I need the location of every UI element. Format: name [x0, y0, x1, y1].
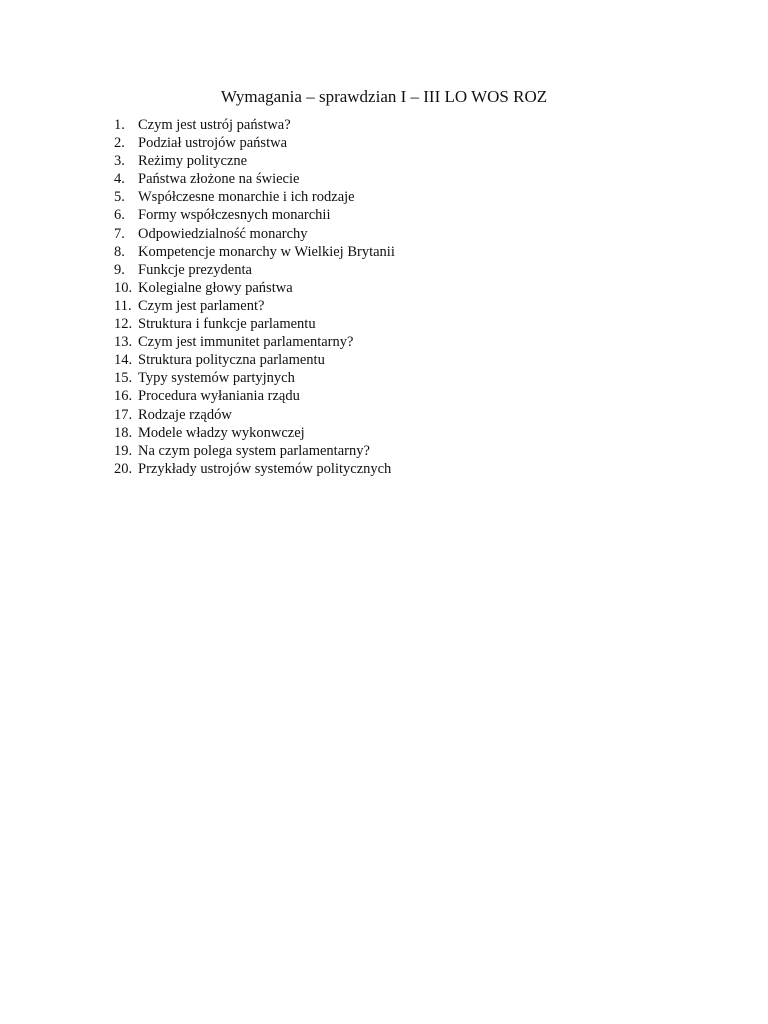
list-item — [114, 116, 395, 134]
list-item-number: 12. — [114, 316, 133, 333]
list-item-text: Struktura polityczna parlamentu — [138, 352, 325, 369]
list-item — [114, 188, 395, 206]
list-item — [114, 225, 395, 243]
list-item-number: 4. — [114, 171, 125, 188]
list-item-number: 1. — [114, 117, 125, 133]
list-item — [114, 152, 395, 170]
list-item-number: 18. — [114, 424, 133, 441]
list-item — [114, 315, 395, 333]
list-item-text: Funkcje prezydenta — [138, 261, 252, 278]
list-item-number: 13. — [114, 334, 133, 351]
list-item-text: Rodzaje rządów — [138, 406, 232, 423]
list-item-text: Procedura wyłaniania rządu — [138, 388, 300, 405]
list-item — [114, 424, 395, 442]
list-item-number: 17. — [114, 406, 133, 423]
list-item-number: 5. — [114, 189, 125, 206]
list-item — [114, 460, 395, 478]
list-item-text: Odpowiedzialność monarchy — [138, 225, 308, 242]
list-item-text: Reżimy polityczne — [138, 153, 248, 170]
list-item-number: 2. — [114, 135, 125, 152]
list-item — [114, 406, 395, 424]
list-item-text: Współczesne monarchie i ich rodzaje — [138, 189, 355, 206]
list-item-number: 6. — [114, 207, 125, 224]
list-item-text: Struktura i funkcje parlamentu — [138, 316, 316, 333]
list-item-number: 15. — [114, 370, 133, 387]
list-item — [114, 261, 395, 279]
list-item-number: 8. — [114, 243, 125, 260]
list-item — [114, 243, 395, 261]
list-item — [114, 134, 395, 152]
list-item — [114, 369, 395, 387]
list-item-number: 14. — [114, 352, 133, 369]
list-item-text: Państwa złożone na świecie — [138, 171, 300, 188]
list-item-number: 11. — [114, 297, 132, 314]
list-item-number: 7. — [114, 225, 125, 242]
list-item — [114, 351, 395, 369]
list-item-text: Podział ustrojów państwa — [138, 135, 288, 152]
list-item-text: Kolegialne głowy państwa — [138, 279, 293, 296]
list-item-text: Kompetencje monarchy w Wielkiej Brytanii — [138, 243, 395, 260]
list-item-text: Formy współczesnych monarchii — [138, 207, 331, 224]
list-item — [114, 333, 395, 351]
list-item-number: 3. — [114, 153, 125, 170]
list-item — [114, 206, 395, 224]
list-item — [114, 387, 395, 405]
list-item-text: Na czym polega system parlamentarny? — [138, 442, 370, 459]
list-item-number: 19. — [114, 442, 133, 459]
list-item-number: 10. — [114, 279, 133, 296]
list-item-text: Czym jest immunitet parlamentarny? — [138, 334, 354, 351]
document-title: Wymagania – sprawdzian I – III LO WOS ROZ — [220, 87, 548, 106]
list-item — [114, 279, 395, 297]
list-item-number: 20. — [114, 460, 133, 477]
list-item-text: Przykłady ustrojów systemów politycznych — [138, 460, 392, 477]
list-item — [114, 297, 395, 315]
list-item-number: 16. — [114, 388, 133, 405]
list-item-text: Czym jest ustrój państwa? — [138, 117, 291, 133]
list-item — [114, 442, 395, 460]
requirements-list — [114, 116, 395, 478]
list-item-text: Modele władzy wykonwczej — [138, 424, 305, 441]
list-item-text: Czym jest parlament? — [138, 297, 265, 314]
list-item — [114, 170, 395, 188]
list-item-text: Typy systemów partyjnych — [138, 370, 295, 387]
list-item-number: 9. — [114, 261, 125, 278]
